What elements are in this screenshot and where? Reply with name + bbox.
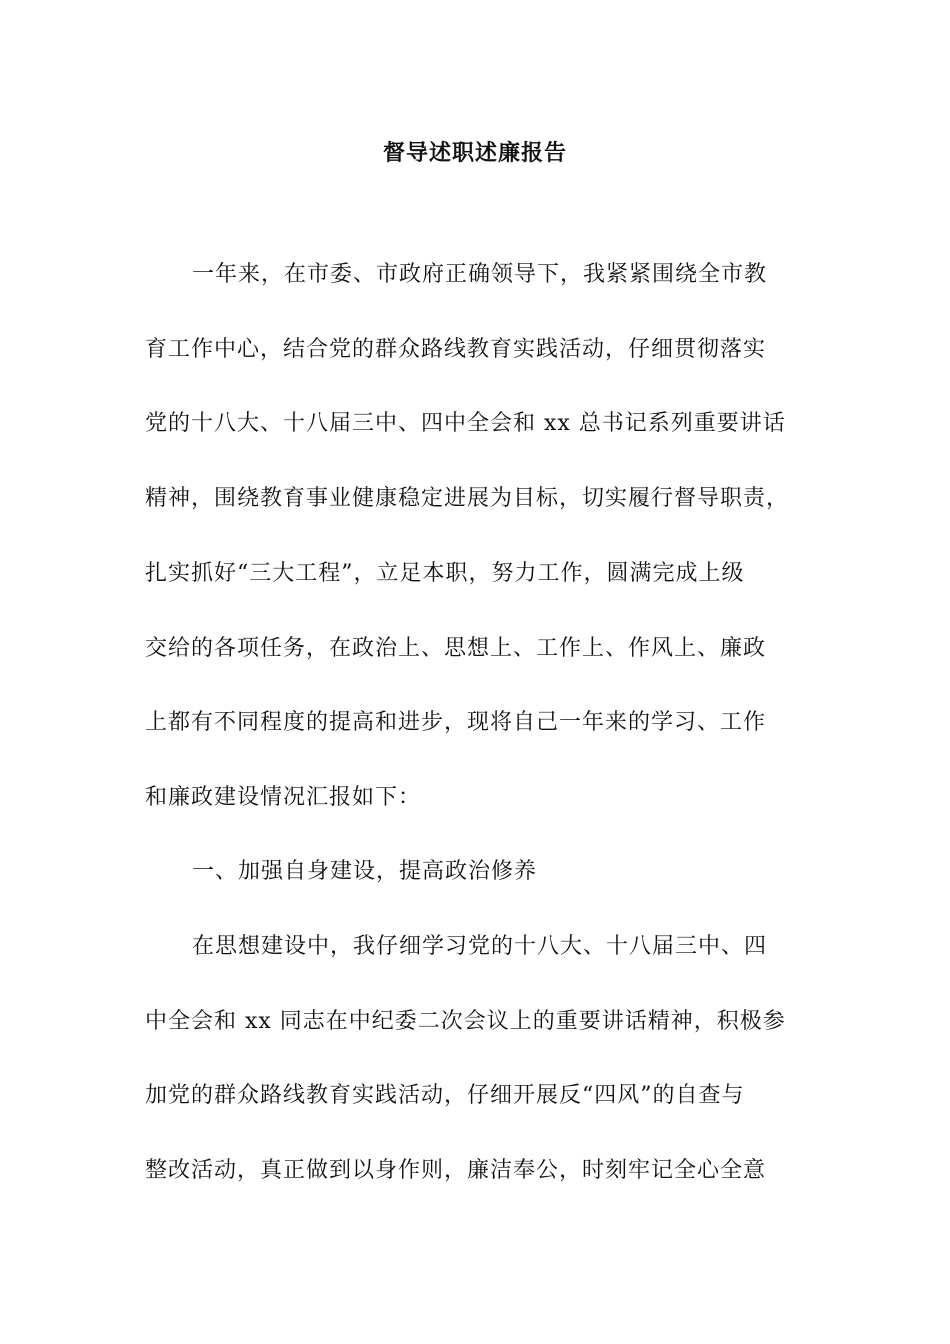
paragraph-line: 中全会和 xx 同志在中纪委二次会议上的重要讲话精神，积极参 (145, 1009, 786, 1034)
paragraph-line: 上都有不同程度的提高和进步，现将自己一年来的学习、工作 (145, 710, 767, 735)
paragraph-line: 和廉政建设情况汇报如下： (145, 785, 422, 810)
paragraph-line: 整改活动，真正做到以身作则，廉洁奉公，时刻牢记全心全意 (145, 1158, 767, 1183)
paragraph-line: 扎实抓好“三大工程”，立足本职，努力工作，圆满完成上级 (145, 561, 745, 586)
paragraph-line: 精神，围绕教育事业健康稳定进展为目标，切实履行督导职责， (145, 486, 790, 511)
document-title: 督导述职述廉报告 (382, 140, 567, 166)
paragraph-line: 育工作中心，结合党的群众路线教育实践活动，仔细贯彻落实 (145, 337, 767, 362)
paragraph-line: 加党的群众路线教育实践活动，仔细开展反“四风”的自查与 (145, 1083, 745, 1108)
paragraph-line: 党的十八大、十八届三中、四中全会和 xx 总书记系列重要讲话 (145, 411, 786, 436)
section-heading: 一、加强自身建设，提高政治修养 (192, 859, 538, 884)
paragraph-line: 在思想建设中，我仔细学习党的十八大、十八届三中、四 (192, 934, 768, 959)
paragraph-line: 交给的各项任务，在政治上、思想上、工作上、作风上、廉政 (145, 636, 767, 661)
paragraph-line: 一年来，在市委、市政府正确领导下，我紧紧围绕全市教 (192, 262, 768, 287)
